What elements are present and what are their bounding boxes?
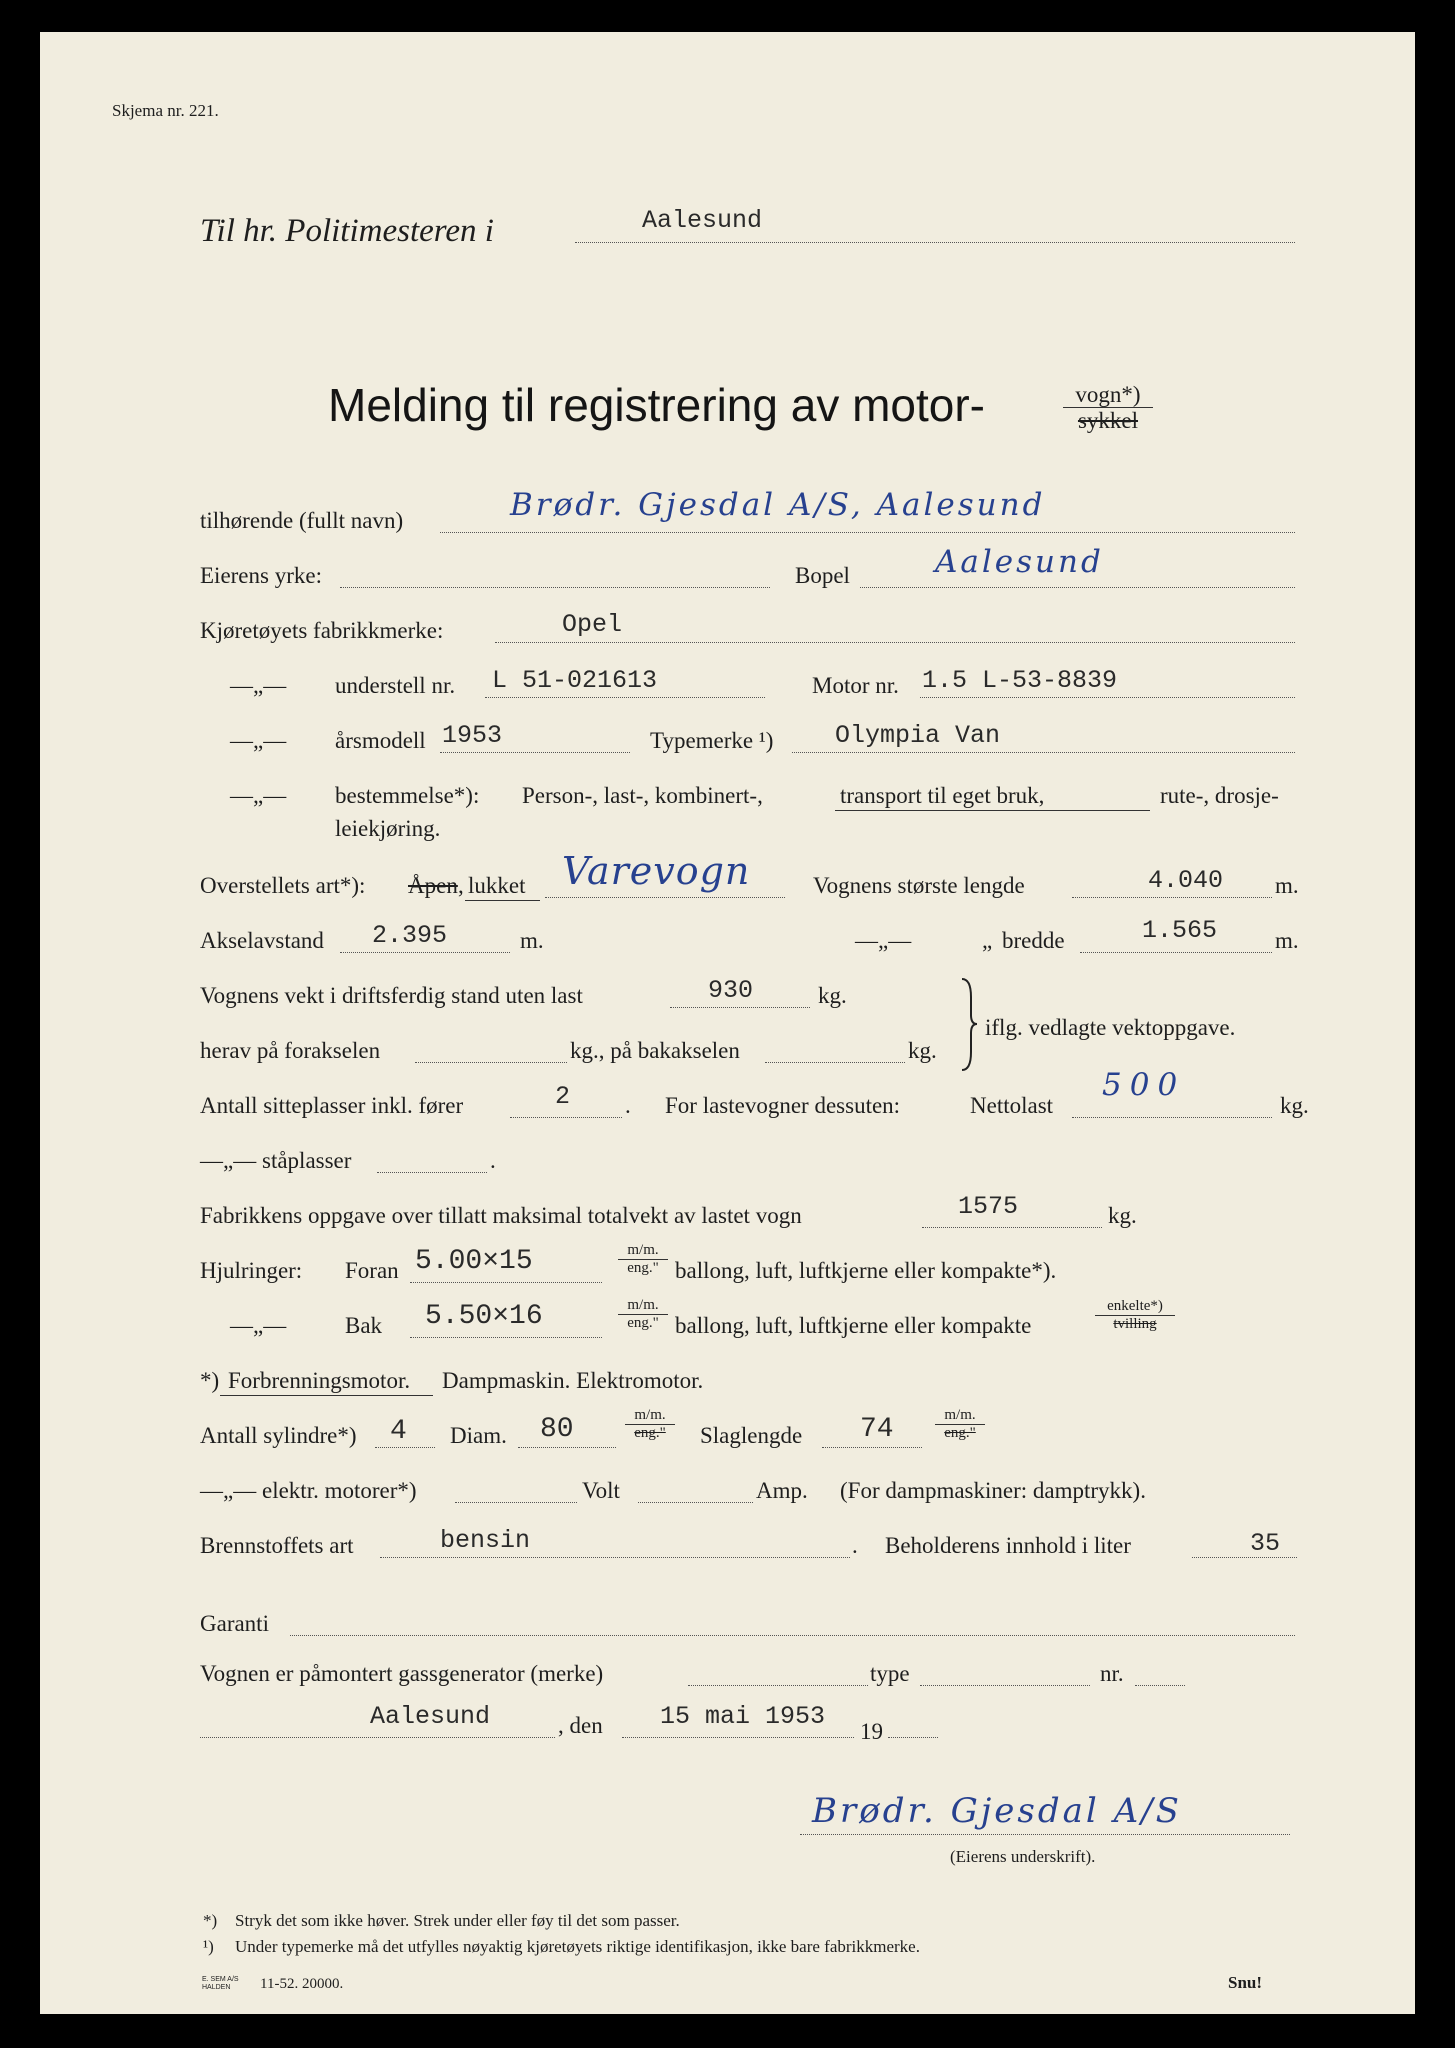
gas-generator-type-label: type <box>870 1661 910 1686</box>
footnote-text: Under typemerke må det utfylles nøyaktig kjøretøyets riktige identifikasjon, ikke bare fabrikkmerke. <box>235 1937 920 1956</box>
type-mark-value[interactable]: Olympia Van <box>835 721 1001 750</box>
net-load-unit: kg. <box>1280 1093 1309 1118</box>
weight-value[interactable]: 930 <box>708 976 754 1005</box>
manufacturer-value[interactable]: Opel <box>562 610 623 639</box>
weight-label: Vognens vekt i driftsferdig stand uten last <box>200 983 583 1008</box>
tires-front-value[interactable]: 5.00×15 <box>415 1246 533 1277</box>
max-length-unit: m. <box>1275 873 1299 898</box>
weight-unit: kg. <box>818 983 847 1008</box>
steam-note: (For dampmaskiner: damptrykk). <box>840 1478 1146 1503</box>
ditto-mark: —„— <box>200 1478 257 1503</box>
ditto-mark: —„— <box>230 673 287 698</box>
max-weight-label: Fabrikkens oppgave over tillatt maksimal totalvekt av lastet vogn <box>200 1203 802 1228</box>
owner-value[interactable]: Brødr. Gjesdal A/S, Aalesund <box>510 487 1046 523</box>
electric-label: elektr. motorer*) <box>262 1478 417 1503</box>
ditto-mark: —„— <box>855 928 912 953</box>
wheelbase-unit: m. <box>520 928 544 953</box>
purpose-options-line2: leiekjøring. <box>335 816 441 841</box>
width-value[interactable]: 1.565 <box>1142 916 1218 945</box>
amp-label: Amp. <box>756 1478 808 1503</box>
manufacturer-label: Kjøretøyets fabrikkmerke: <box>200 618 444 643</box>
residence-label: Bopel <box>795 563 850 588</box>
standing-field[interactable] <box>377 1172 487 1173</box>
ditto-mark: —„— <box>200 1148 257 1173</box>
form-number: Skjema nr. 221. <box>112 101 219 120</box>
ditto-mark: —„— <box>230 783 287 808</box>
tires-rear-mounting: enkelte*) tvilling <box>1095 1298 1175 1332</box>
tank-label: Beholderens innhold i liter <box>885 1533 1131 1558</box>
tires-rear-kinds: ballong, luft, luftkjerne eller kompakte <box>675 1313 1032 1338</box>
seats-suffix: . <box>625 1093 631 1118</box>
diameter-unit: m/m. eng." <box>625 1407 675 1441</box>
footnote-mark: ¹) <box>203 1937 214 1956</box>
cylinders-value[interactable]: 4 <box>390 1416 407 1447</box>
fuel-label: Brennstoffets art <box>200 1533 354 1558</box>
tires-front-kinds: ballong, luft, luftkjerne eller kompakte*). <box>675 1258 1057 1283</box>
owner-signature[interactable]: Brødr. Gjesdal A/S <box>812 1791 1182 1831</box>
tires-rear-unit: m/m. eng." <box>618 1297 668 1331</box>
max-length-label: Vognens største lengde <box>813 873 1025 898</box>
occupation-label: Eierens yrke: <box>200 563 322 588</box>
signature-caption: (Eierens underskrift). <box>950 1847 1096 1866</box>
rear-axle-field[interactable] <box>765 1062 905 1063</box>
guarantee-field[interactable] <box>290 1635 1295 1636</box>
title-vehicle-kind: vogn*) sykkel <box>1063 382 1153 434</box>
purpose-options-end: rute-, drosje- <box>1160 783 1279 808</box>
volt-label: Volt <box>582 1478 620 1503</box>
gas-generator-nr-field[interactable] <box>1135 1685 1185 1686</box>
gas-generator-brand-field[interactable] <box>688 1685 868 1686</box>
chassis-label: understell nr. <box>335 673 456 698</box>
printer-code: 11-52. 20000. <box>260 1976 344 1992</box>
guarantee-label: Garanti <box>200 1611 269 1636</box>
model-year-value[interactable]: 1953 <box>442 721 503 750</box>
stroke-label: Slaglengde <box>700 1423 803 1448</box>
model-year-label: årsmodell <box>335 728 426 753</box>
weight-note: iflg. vedlagte vektoppgave. <box>985 1015 1236 1040</box>
place-value[interactable]: Aalesund <box>370 1702 491 1731</box>
diameter-label: Diam. <box>450 1423 507 1448</box>
purpose-selected[interactable]: transport til eget bruk, <box>840 783 1045 808</box>
gas-generator-type-field[interactable] <box>920 1685 1090 1686</box>
fuel-value[interactable]: bensin <box>440 1526 531 1555</box>
tires-front-label: Foran <box>345 1258 399 1283</box>
engine-kind-prefix: *) <box>200 1368 220 1393</box>
date-value[interactable]: 15 mai 1953 <box>660 1702 826 1731</box>
purpose-label: bestemmelse*): <box>335 783 480 808</box>
standing-suffix: . <box>490 1148 496 1173</box>
load-label: For lastevogner dessuten: <box>665 1093 901 1118</box>
gas-generator-label: Vognen er påmontert gassgenerator (merke) <box>200 1661 604 1686</box>
stroke-value[interactable]: 74 <box>860 1414 894 1445</box>
volt-field[interactable] <box>638 1502 753 1503</box>
net-load-label: Nettolast <box>970 1093 1054 1118</box>
addressee-label: Til hr. Politimesteren i <box>200 213 494 249</box>
printer-line2: HALDEN <box>202 1984 231 1991</box>
footnote-text: Stryk det som ikke høver. Strek under eller føy til det som passer. <box>235 1911 680 1930</box>
max-weight-unit: kg. <box>1108 1203 1137 1228</box>
front-axle-field[interactable] <box>415 1062 567 1063</box>
wheelbase-value[interactable]: 2.395 <box>372 921 448 950</box>
max-length-value[interactable]: 4.040 <box>1148 866 1224 895</box>
turn-over-note: Snu! <box>1228 1973 1263 1992</box>
tires-label: Hjulringer: <box>200 1258 303 1283</box>
seats-label: Antall sitteplasser inkl. fører <box>200 1093 464 1118</box>
axle-rear-unit: kg. <box>908 1038 937 1063</box>
wheelbase-label: Akselavstand <box>200 928 324 953</box>
ditto-mark: —„— <box>230 728 287 753</box>
tires-rear-value[interactable]: 5.50×16 <box>425 1301 543 1332</box>
net-load-value[interactable]: 500 <box>1102 1067 1186 1103</box>
motor-value[interactable]: 1.5 L-53-8839 <box>922 666 1118 695</box>
engine-kind-selected[interactable]: Forbrenningsmotor. <box>228 1368 411 1393</box>
tank-value[interactable]: 35 <box>1250 1529 1281 1558</box>
electric-motors-field[interactable] <box>455 1502 577 1503</box>
axle-label: herav på forakselen <box>200 1038 381 1063</box>
seats-value[interactable]: 2 <box>555 1082 571 1111</box>
owner-label: tilhørende (fullt navn) <box>200 508 404 533</box>
body-type-label: Overstellets art*): <box>200 873 366 898</box>
year-prefix: 19 <box>860 1719 883 1744</box>
ditto-mark: —„— <box>230 1313 287 1338</box>
brace-icon <box>958 977 978 1072</box>
printer-line1: E. SEM A/S <box>202 1976 239 1983</box>
den-label: , den <box>558 1713 603 1738</box>
width-label: bredde <box>1002 928 1065 953</box>
body-type-selected[interactable]: lukket <box>468 873 526 898</box>
page-title: Melding til registrering av motor- <box>328 379 986 431</box>
width-unit: m. <box>1275 928 1299 953</box>
purpose-options: Person-, last-, kombinert-, <box>522 783 763 808</box>
form-page: Skjema nr. 221. Til hr. Politimesteren i Aalesund Melding til registrering av motor- vogn*) sykkel tilhørende (fullt navn) Brødr. Gjesdal A/S, Aalesund Eierens yrke: Bopel Aalesund Kjøretøyets fabrikkmerke: Opel —„— understell nr. L 51-021613 Motor nr. 1.5 L-53-8839 —„— årsmodell 1953 Typemerke ¹) Olympia Van —„— bestemmelse*): Person-, last-, kombinert-, transport til eget bruk, rute-, drosje- leiekjøring. Overstellets art*): Åpen , lukket Varevogn Vognens største lengde 4.040 m. Akselavstand 2.395 m. —„— „ bredde 1.565 m. Vognens vekt i driftsferdig stand uten last 930 kg. herav på forakselen kg., på bakakselen kg. iflg. vedlagte vektoppgave. Antall sitteplasser inkl. fører 2 . For lastevogner dessuten: Nettolast 500 kg. —„— ståplasser . Fabrikkens oppgave over tillatt maksimal totalvekt av lastet vogn 1575 kg. Hjulringer: Foran 5.00×15 m/m. eng." ballong, luft, luftkjerne eller kompakte*). —„— Bak 5.50×16 m/m. eng." ballong, luft, luftkjerne eller kompakte enkelte*) tvilling *) Forbrenningsmotor. Dampmaskin. Elektromotor. Antall sylindre*) 4 Diam. 80 m/m. eng." Slaglengde 74 m/m. eng." —„— elektr. motorer*) Volt Amp. (For dampmaskiner: damptrykk). Brennstoffets art bensin . Beholderens innhold i liter 35 Garanti Vognen er påmontert gassgenerator (merke) type nr. Aalesund , den 15 mai 1953 19 Brødr. Gjesdal A/S (Eierens underskrift). *) Stryk det som ikke høver. Strek under eller føy til det som passer. ¹) Under typemerke må det utfylles nøyaktig kjøretøyets riktige identifikasjon, ikke bare fabrikkmerke. E. SEM A/S HALDEN 11-52. 20000. Snu! <box>40 32 1415 2014</box>
diameter-value[interactable]: 80 <box>540 1414 574 1445</box>
stroke-unit: m/m. eng." <box>935 1407 985 1441</box>
cylinders-label: Antall sylindre*) <box>200 1423 357 1448</box>
tires-rear-label: Bak <box>345 1313 383 1338</box>
fuel-dot: . <box>852 1533 858 1558</box>
axle-front-unit: kg., på bakakselen <box>570 1038 740 1063</box>
body-type-struck: Åpen <box>408 873 458 898</box>
residence-value[interactable]: Aalesund <box>935 544 1104 580</box>
standing-label: ståplasser <box>262 1148 352 1173</box>
engine-kind-options: Dampmaskin. Elektromotor. <box>442 1368 704 1393</box>
body-type-value[interactable]: Varevogn <box>562 849 751 893</box>
width-quote: „ <box>982 928 993 953</box>
tires-front-unit: m/m. eng." <box>618 1242 668 1276</box>
gas-generator-nr-label: nr. <box>1100 1661 1124 1686</box>
footnote-mark: *) <box>203 1911 218 1930</box>
max-weight-value[interactable]: 1575 <box>958 1192 1019 1221</box>
addressee-value[interactable]: Aalesund <box>642 206 763 235</box>
motor-label: Motor nr. <box>812 673 899 698</box>
type-mark-label: Typemerke ¹) <box>650 728 774 753</box>
occupation-field[interactable] <box>340 587 770 588</box>
chassis-value[interactable]: L 51-021613 <box>492 666 658 695</box>
